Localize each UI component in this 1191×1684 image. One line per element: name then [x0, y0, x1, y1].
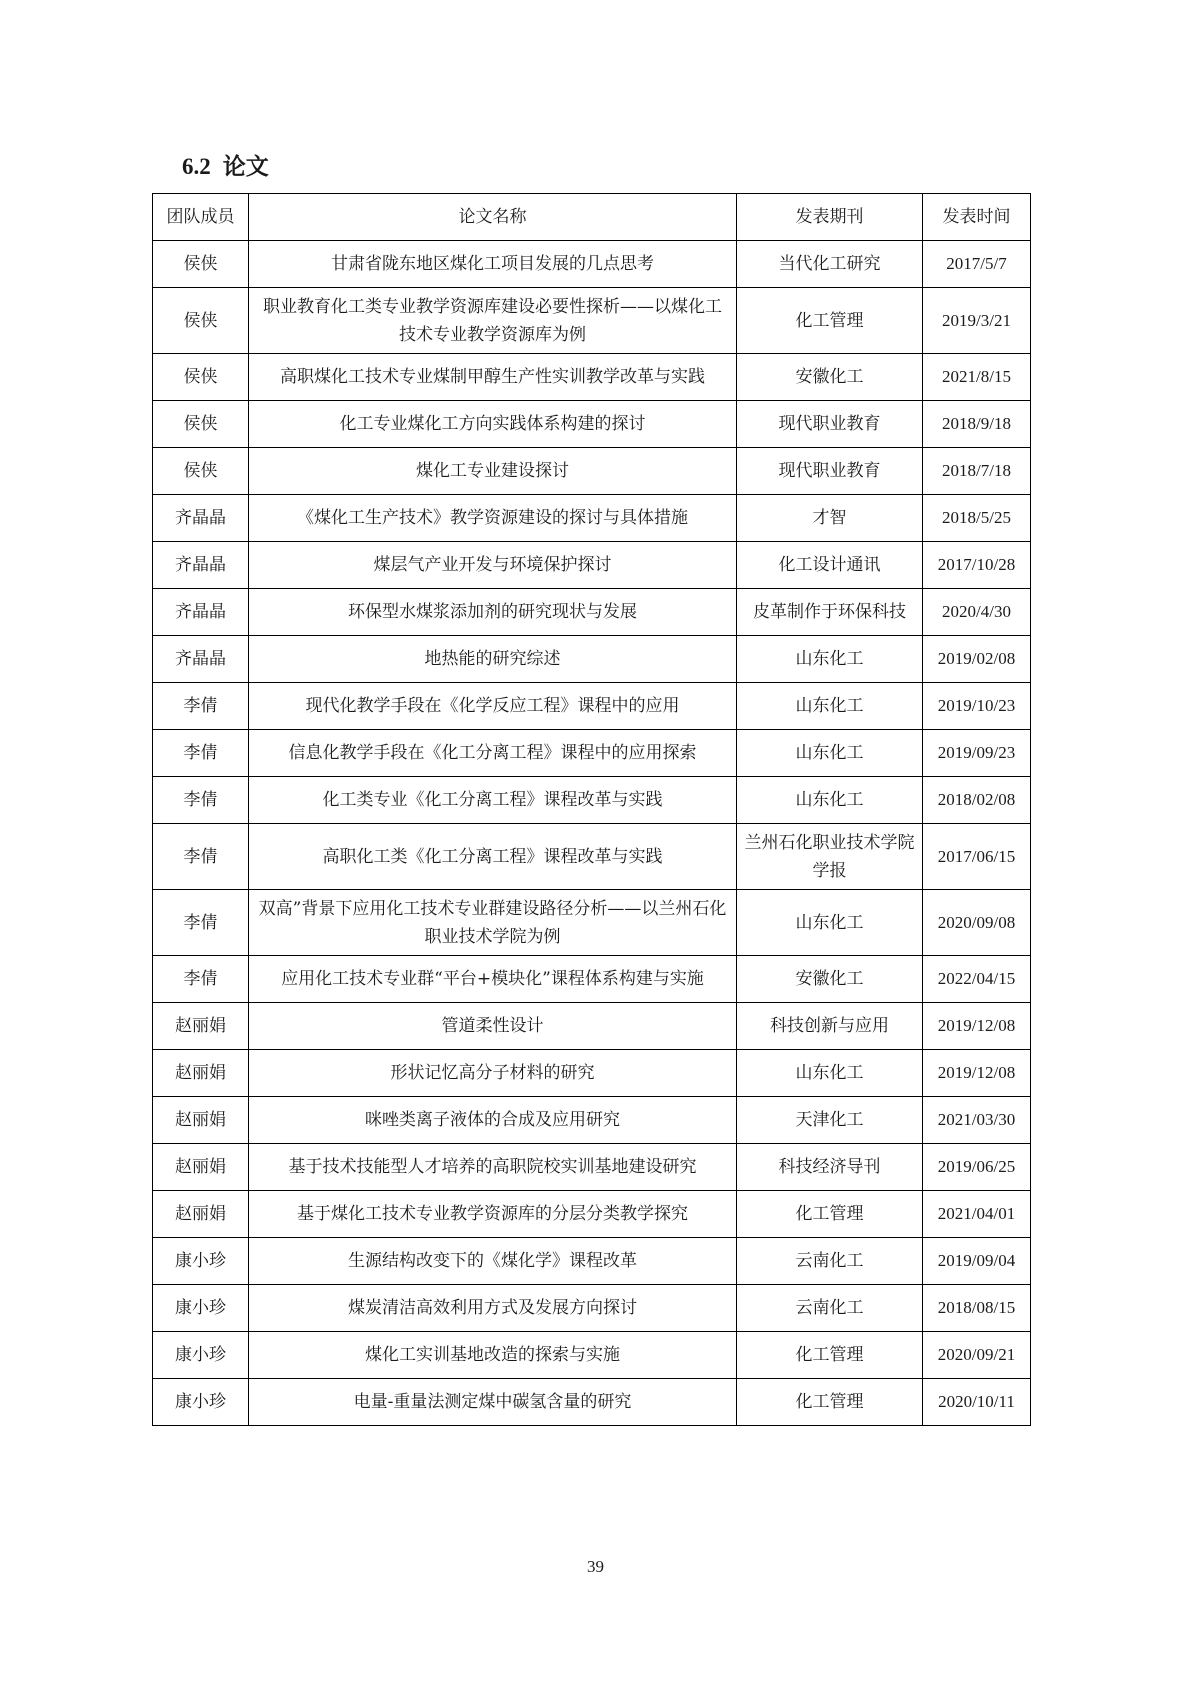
cell-journal: 现代职业教育: [737, 448, 923, 495]
cell-title: 基于煤化工技术专业教学资源库的分层分类教学探究: [249, 1191, 737, 1238]
cell-date: 2020/09/21: [923, 1332, 1031, 1379]
cell-member: 齐晶晶: [153, 589, 249, 636]
table-row: [153, 1285, 1031, 1332]
table-row: [153, 1097, 1031, 1144]
table-row: [153, 824, 1031, 890]
table-row: [153, 448, 1031, 495]
cell-journal: 当代化工研究: [737, 241, 923, 288]
cell-title: 高职煤化工技术专业煤制甲醇生产性实训教学改革与实践: [249, 354, 737, 401]
cell-date: 2021/03/30: [923, 1097, 1031, 1144]
cell-title: 煤炭清洁高效利用方式及发展方向探讨: [249, 1285, 737, 1332]
cell-date: 2018/9/18: [923, 401, 1031, 448]
cell-journal: 才智: [737, 495, 923, 542]
cell-date: 2017/5/7: [923, 241, 1031, 288]
cell-title: 双高”背景下应用化工技术专业群建设路径分析——以兰州石化职业技术学院为例: [249, 890, 737, 956]
cell-date: 2019/12/08: [923, 1003, 1031, 1050]
cell-date: 2018/02/08: [923, 777, 1031, 824]
table-row: [153, 288, 1031, 354]
cell-date: 2022/04/15: [923, 956, 1031, 1003]
section-title: [182, 152, 269, 182]
cell-journal: 化工管理: [737, 288, 923, 354]
cell-title: 环保型水煤浆添加剂的研究现状与发展: [249, 589, 737, 636]
cell-member: 李倩: [153, 683, 249, 730]
table-row: [153, 1332, 1031, 1379]
table-row: [153, 1003, 1031, 1050]
cell-journal: 化工管理: [737, 1191, 923, 1238]
table-row: [153, 495, 1031, 542]
cell-title: 煤化工实训基地改造的探索与实施: [249, 1332, 737, 1379]
cell-member: 齐晶晶: [153, 542, 249, 589]
section-heading: 论文: [222, 153, 269, 180]
header-member: 团队成员: [153, 194, 249, 241]
cell-title: 基于技术技能型人才培养的高职院校实训基地建设研究: [249, 1144, 737, 1191]
cell-member: 侯侠: [153, 448, 249, 495]
cell-journal: 山东化工: [737, 683, 923, 730]
cell-date: 2019/09/04: [923, 1238, 1031, 1285]
cell-date: 2019/09/23: [923, 730, 1031, 777]
cell-member: 李倩: [153, 777, 249, 824]
cell-member: 赵丽娟: [153, 1144, 249, 1191]
header-journal: 发表期刊: [737, 194, 923, 241]
cell-journal: 山东化工: [737, 730, 923, 777]
cell-member: 赵丽娟: [153, 1097, 249, 1144]
cell-member: 康小珍: [153, 1285, 249, 1332]
cell-date: 2019/02/08: [923, 636, 1031, 683]
cell-journal: 科技经济导刊: [737, 1144, 923, 1191]
cell-member: 李倩: [153, 890, 249, 956]
cell-member: 李倩: [153, 730, 249, 777]
cell-date: 2021/8/15: [923, 354, 1031, 401]
section-number: 6.2: [182, 154, 211, 179]
table-row: [153, 636, 1031, 683]
cell-title: 管道柔性设计: [249, 1003, 737, 1050]
cell-journal: 科技创新与应用: [737, 1003, 923, 1050]
cell-journal: 山东化工: [737, 777, 923, 824]
cell-title: 地热能的研究综述: [249, 636, 737, 683]
cell-journal: 皮革制作于环保科技: [737, 589, 923, 636]
cell-title: 《煤化工生产技术》教学资源建设的探讨与具体措施: [249, 495, 737, 542]
header-title: 论文名称: [249, 194, 737, 241]
table-row: [153, 401, 1031, 448]
cell-journal: 天津化工: [737, 1097, 923, 1144]
table-row: [153, 730, 1031, 777]
cell-title: 形状记忆高分子材料的研究: [249, 1050, 737, 1097]
cell-title: 煤层气产业开发与环境保护探讨: [249, 542, 737, 589]
cell-title: 化工类专业《化工分离工程》课程改革与实践: [249, 777, 737, 824]
table-row: [153, 1191, 1031, 1238]
table-row: [153, 683, 1031, 730]
table-row: [153, 890, 1031, 956]
cell-title: 煤化工专业建设探讨: [249, 448, 737, 495]
cell-member: 康小珍: [153, 1332, 249, 1379]
cell-date: 2020/4/30: [923, 589, 1031, 636]
table-row: [153, 1379, 1031, 1426]
cell-title: 电量-重量法测定煤中碳氢含量的研究: [249, 1379, 737, 1426]
table-row: [153, 1144, 1031, 1191]
cell-member: 侯侠: [153, 401, 249, 448]
cell-member: 李倩: [153, 956, 249, 1003]
cell-member: 赵丽娟: [153, 1003, 249, 1050]
cell-title: 现代化教学手段在《化学反应工程》课程中的应用: [249, 683, 737, 730]
cell-date: 2017/06/15: [923, 824, 1031, 890]
cell-journal: 山东化工: [737, 1050, 923, 1097]
cell-title: 甘肃省陇东地区煤化工项目发展的几点思考: [249, 241, 737, 288]
cell-journal: 云南化工: [737, 1285, 923, 1332]
table-row: [153, 956, 1031, 1003]
cell-title: 高职化工类《化工分离工程》课程改革与实践: [249, 824, 737, 890]
cell-member: 康小珍: [153, 1238, 249, 1285]
cell-date: 2019/10/23: [923, 683, 1031, 730]
table-body: [153, 241, 1031, 1426]
cell-journal: 山东化工: [737, 890, 923, 956]
table-row: [153, 354, 1031, 401]
cell-member: 赵丽娟: [153, 1050, 249, 1097]
cell-journal: 安徽化工: [737, 354, 923, 401]
cell-title: 生源结构改变下的《煤化学》课程改革: [249, 1238, 737, 1285]
cell-journal: 兰州石化职业技术学院学报: [737, 824, 923, 890]
header-date: 发表时间: [923, 194, 1031, 241]
cell-date: 2017/10/28: [923, 542, 1031, 589]
table-row: [153, 1238, 1031, 1285]
table-header-row: [153, 194, 1031, 241]
cell-date: 2018/7/18: [923, 448, 1031, 495]
cell-date: 2019/12/08: [923, 1050, 1031, 1097]
cell-date: 2020/09/08: [923, 890, 1031, 956]
cell-title: 信息化教学手段在《化工分离工程》课程中的应用探索: [249, 730, 737, 777]
cell-date: 2019/06/25: [923, 1144, 1031, 1191]
cell-title: 应用化工技术专业群“平台+模块化”课程体系构建与实施: [249, 956, 737, 1003]
cell-member: 齐晶晶: [153, 636, 249, 683]
table-row: [153, 777, 1031, 824]
cell-journal: 化工管理: [737, 1332, 923, 1379]
cell-date: 2018/08/15: [923, 1285, 1031, 1332]
cell-date: 2018/5/25: [923, 495, 1031, 542]
cell-date: 2021/04/01: [923, 1191, 1031, 1238]
cell-journal: 云南化工: [737, 1238, 923, 1285]
cell-member: 赵丽娟: [153, 1191, 249, 1238]
cell-title: 咪唑类离子液体的合成及应用研究: [249, 1097, 737, 1144]
cell-member: 侯侠: [153, 241, 249, 288]
table-row: [153, 1050, 1031, 1097]
cell-member: 康小珍: [153, 1379, 249, 1426]
table-row: [153, 542, 1031, 589]
cell-member: 李倩: [153, 824, 249, 890]
cell-journal: 现代职业教育: [737, 401, 923, 448]
cell-member: 侯侠: [153, 288, 249, 354]
cell-date: 2019/3/21: [923, 288, 1031, 354]
cell-member: 侯侠: [153, 354, 249, 401]
cell-title: 职业教育化工类专业教学资源库建设必要性探析——以煤化工技术专业教学资源库为例: [249, 288, 737, 354]
page-number: 39: [587, 1557, 604, 1576]
cell-journal: 化工设计通讯: [737, 542, 923, 589]
cell-title: 化工专业煤化工方向实践体系构建的探讨: [249, 401, 737, 448]
cell-journal: 化工管理: [737, 1379, 923, 1426]
cell-member: 齐晶晶: [153, 495, 249, 542]
cell-journal: 山东化工: [737, 636, 923, 683]
cell-date: 2020/10/11: [923, 1379, 1031, 1426]
cell-journal: 安徽化工: [737, 956, 923, 1003]
papers-table: [152, 193, 1031, 1426]
table-row: [153, 241, 1031, 288]
table-row: [153, 589, 1031, 636]
